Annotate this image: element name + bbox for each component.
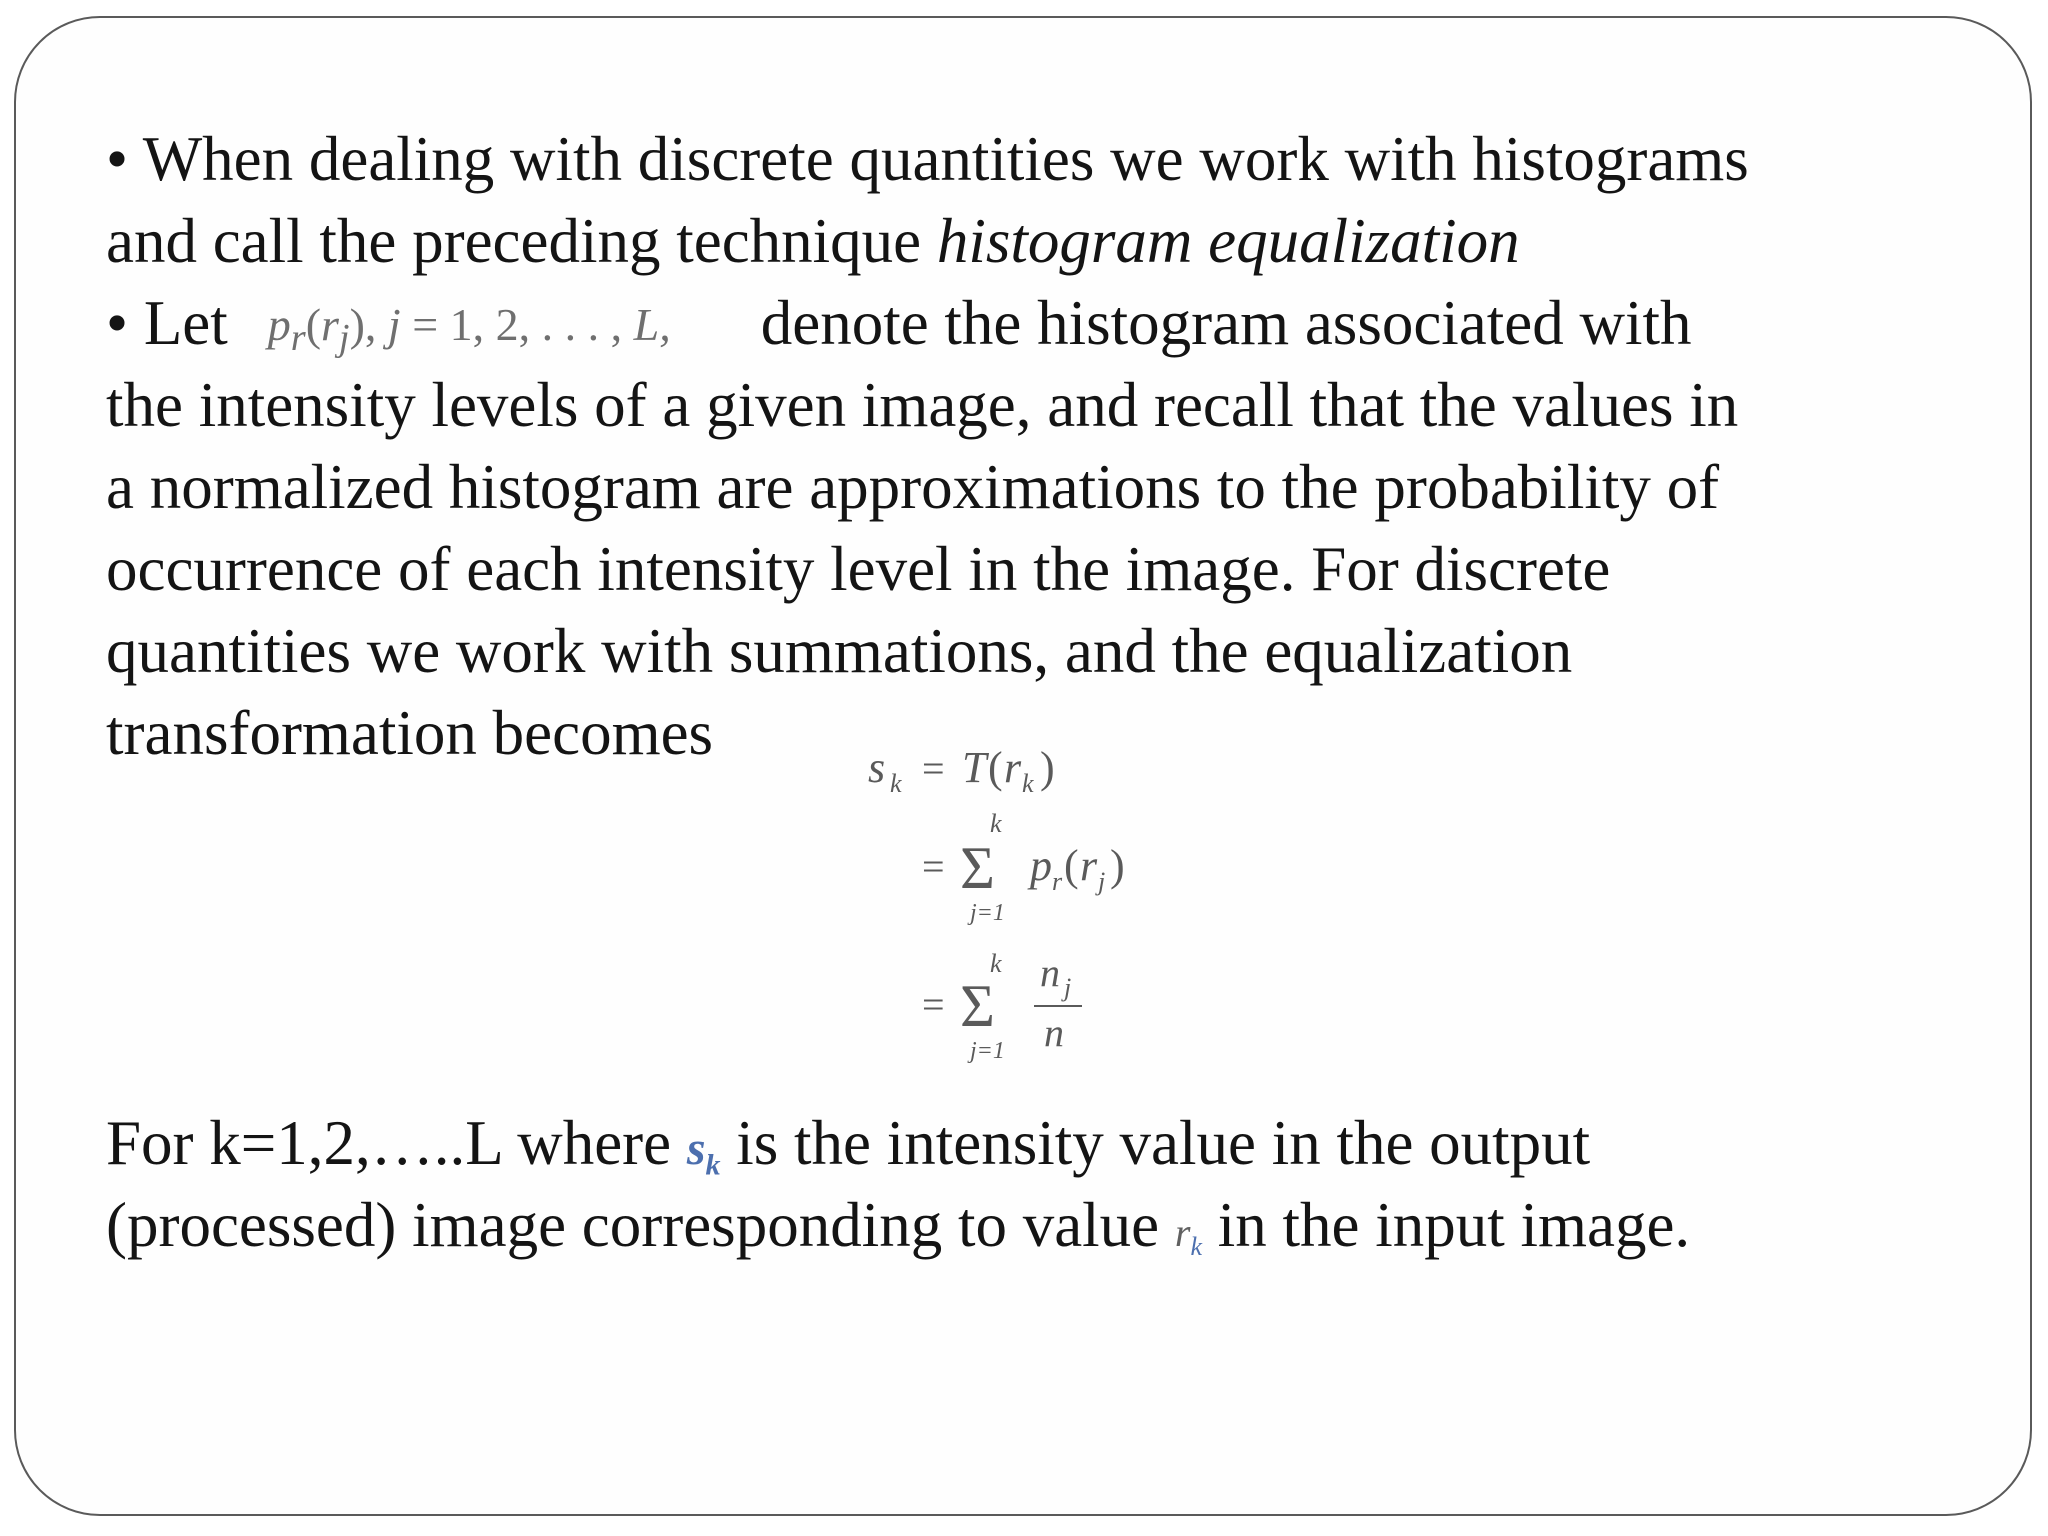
equalization-equation <box>860 740 1160 1070</box>
svg-text:r: r <box>1004 743 1022 792</box>
svg-text:j=1: j=1 <box>970 1038 1005 1064</box>
p1-text-a: When dealing with discrete quantities we work with histograms <box>142 124 1749 194</box>
svg-text:k: k <box>1022 769 1034 798</box>
bullet: • <box>106 124 129 194</box>
svg-text:(: ( <box>988 743 1003 792</box>
line-3 <box>106 282 1936 364</box>
line-4: the intensity levels of a given image, and recall that the values in <box>106 370 1739 440</box>
line-10 <box>106 1184 1936 1266</box>
symbol-r-k: $r_k$ <box>1174 1210 1203 1261</box>
svg-text:j: j <box>1098 867 1106 896</box>
p2-text-a: denote the histogram associated with <box>760 288 1692 358</box>
p1-text-b: and call the preceding technique <box>106 206 937 276</box>
line-1 <box>106 118 1936 200</box>
line-9 <box>106 1102 1936 1184</box>
svg-text:k: k <box>990 809 1002 838</box>
eq-row-1 <box>868 743 1055 798</box>
svg-text:r: r <box>1052 867 1063 896</box>
svg-text:n: n <box>1044 1010 1064 1055</box>
svg-text:n: n <box>1040 950 1060 995</box>
svg-text:r: r <box>1080 841 1098 890</box>
svg-text:k: k <box>890 769 902 798</box>
inline-formula-histogram: $p_r(r_j)$, j = 1, 2, . . . , L, <box>267 299 671 360</box>
let-word: Let <box>143 288 228 358</box>
svg-text:j: j <box>1064 973 1072 1002</box>
term-histogram-equalization: histogram equalization <box>936 206 1520 276</box>
line-7: quantities we work with summations, and the equalization <box>106 616 1573 686</box>
line-8: transformation becomes <box>106 698 714 768</box>
svg-text:): ) <box>1110 841 1125 890</box>
svg-text:j=1: j=1 <box>970 900 1005 926</box>
eq-row-2 <box>922 809 1125 926</box>
slide-body <box>106 118 1936 1266</box>
p3-text-b: is the intensity value in the output <box>720 1108 1591 1178</box>
line-5: a normalized histogram are approximations to the probability of <box>106 452 1720 522</box>
bullet: • <box>106 288 129 358</box>
svg-text:Σ: Σ <box>960 835 995 901</box>
eq-row-3 <box>922 949 1082 1064</box>
svg-text:=: = <box>922 844 945 889</box>
svg-text:s: s <box>868 743 886 792</box>
line-2 <box>106 200 1936 282</box>
p3-text-a: For k=1,2,…..L where <box>106 1108 687 1178</box>
svg-text:=: = <box>922 746 945 791</box>
svg-text:=: = <box>922 982 945 1027</box>
p3-text-c: in the input image. <box>1202 1190 1691 1260</box>
svg-text:Σ: Σ <box>960 973 995 1039</box>
svg-text:(: ( <box>1064 841 1079 890</box>
symbol-s-k: $s_k$ <box>686 1122 721 1182</box>
p3-line2-a: (processed) image corresponding to value <box>106 1190 1175 1260</box>
svg-text:): ) <box>1040 743 1055 792</box>
svg-text:T: T <box>962 743 987 792</box>
line-6: occurrence of each intensity level in the image. For discrete <box>106 534 1611 604</box>
svg-text:k: k <box>990 949 1002 978</box>
svg-text:p: p <box>1030 841 1052 890</box>
